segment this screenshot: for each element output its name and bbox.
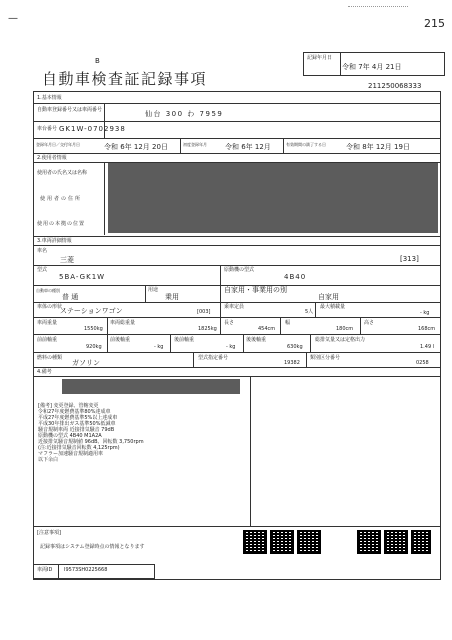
length-label: 長さ <box>224 320 235 326</box>
weight-value: 1550kg <box>84 326 103 332</box>
divider <box>306 352 307 367</box>
rear-axle-value: 630kg <box>287 344 303 350</box>
weight-label: 車両重量 <box>37 320 58 326</box>
body-value: ステーションワゴン <box>60 307 123 315</box>
notice-heading: [注意事項] <box>37 530 61 536</box>
first-year-label: 初度登録年月 <box>183 142 207 147</box>
record-date-label: 記録年月日 <box>307 55 333 61</box>
qr-code-1 <box>243 530 267 554</box>
base-location-label: 使用の本拠の位置 <box>37 221 86 227</box>
handwritten-mark: — <box>8 13 18 24</box>
max-load-label: 最大積載量 <box>320 304 346 310</box>
qr-code-6 <box>411 530 431 554</box>
category-label: 類別区分番号 <box>310 355 341 361</box>
note-2: 令和27年度燃費基準80%達成車 <box>38 409 111 415</box>
qr-code-4 <box>357 530 381 554</box>
chassis-value: GK1W-0702938 <box>59 125 126 133</box>
rear-front-axle-label: 後前軸重 <box>174 337 195 343</box>
owner-address-label: 使用者の住所 <box>40 196 83 202</box>
doc-number: 211250068333 <box>368 82 422 90</box>
reg-value: 仙台 300 わ 7959 <box>145 110 224 118</box>
maker-value: 三菱 <box>60 256 74 264</box>
rule <box>33 334 440 335</box>
gross-label: 車両総重量 <box>110 320 136 326</box>
rule <box>33 302 440 303</box>
divider <box>58 564 59 578</box>
rule <box>33 317 440 318</box>
front-axle-label: 前前軸重 <box>37 337 58 343</box>
rear-axle-label: 後後軸重 <box>246 337 267 343</box>
divider <box>220 302 221 317</box>
divider <box>220 265 221 285</box>
divider <box>220 317 221 334</box>
capacity-value: 5人 <box>305 309 314 315</box>
first-reg-value: 令和 6年 12月 20日 <box>104 143 168 151</box>
divider <box>104 162 105 235</box>
height-label: 高さ <box>364 320 375 326</box>
capacity-label: 乗車定員 <box>224 304 245 310</box>
divider <box>360 317 361 334</box>
model-label: 型式 <box>37 267 48 273</box>
engine-value: 4B40 <box>284 273 307 281</box>
divider <box>193 352 194 367</box>
width-label: 幅 <box>285 320 291 326</box>
rule <box>33 121 440 122</box>
fuel-value: ガソリン <box>72 359 100 367</box>
section4-heading: 4.備考 <box>37 369 52 375</box>
use-label: 用途 <box>148 287 159 293</box>
expiry-value: 令和 8年 12月 19日 <box>346 143 410 151</box>
body-code: [003] <box>197 309 211 315</box>
document-title: 自動車検査証記録事項 <box>42 70 208 88</box>
qr-code-5 <box>384 530 408 554</box>
note-6: 原動機の型式 4B40 M1A2A <box>38 433 102 439</box>
reg-label: 自動車登録番号又は車両番号 <box>37 107 103 113</box>
section2-heading: 2.使用者情報 <box>37 155 67 161</box>
body-label: 車体の形状 <box>37 304 63 310</box>
width-value: 180cm <box>336 326 354 332</box>
divider <box>280 317 281 334</box>
rule <box>33 153 440 154</box>
displacement-value: 1.49 l <box>420 344 435 350</box>
model-value: 5BA-GK1W <box>59 273 106 281</box>
length-value: 454cm <box>258 326 276 332</box>
rule <box>33 526 440 527</box>
maker-code: [313] <box>400 255 419 263</box>
divider <box>145 285 146 302</box>
rule <box>33 245 440 246</box>
section3-heading: 3.車両詳細情報 <box>37 238 72 244</box>
expiry-label: 有効期間の満了する日 <box>286 142 326 147</box>
divider <box>107 317 108 334</box>
gross-value: 1825kg <box>198 326 217 332</box>
note-5: 騒音規制車両 近接排気騒音 79dB <box>38 427 115 433</box>
divider <box>315 302 316 317</box>
note-10: 以下余白 <box>38 457 59 463</box>
section1-heading: 1.基本情報 <box>37 95 62 101</box>
category-value: 0258 <box>416 360 429 366</box>
note-9: マフラー加速騒音規制適用車 <box>38 451 104 457</box>
divider <box>310 334 311 352</box>
vehicle-id-label: 車両ID <box>37 567 53 573</box>
divider <box>340 52 341 75</box>
owner-name-label: 使用者の氏名又は名称 <box>37 170 88 176</box>
first-year-value: 令和 6年 12月 <box>225 143 271 151</box>
form-letter: B <box>95 57 100 65</box>
redaction-owner <box>108 163 438 233</box>
divider <box>180 138 181 153</box>
private-label: 自家用・事業用の別 <box>224 286 287 294</box>
divider <box>170 334 171 352</box>
vehicle-id-value: I9573SH0225668 <box>64 567 108 573</box>
height-value: 168cm <box>418 326 436 332</box>
note-1: [備考] 変更登録、管轄変更 <box>38 403 99 409</box>
front-rear-axle-label: 前後軸重 <box>110 337 131 343</box>
divider <box>107 334 108 352</box>
note-7: 近接排気騒音規制値 96dB、回転数 3,750rpm <box>38 439 144 445</box>
kind-value: 普 通 <box>62 293 79 301</box>
use-value: 乗用 <box>165 293 179 301</box>
first-reg-label: 登録年月日／交付年月日 <box>36 142 80 147</box>
engine-label: 原動機の型式 <box>224 267 255 273</box>
qr-code-2 <box>270 530 294 554</box>
max-load-value: - kg <box>420 310 430 316</box>
note-8: (注:近接排気騒音回転数 4,125rpm) <box>38 445 120 451</box>
front-rear-axle-value: - kg <box>154 344 164 350</box>
rule <box>33 352 440 353</box>
qr-code-3 <box>297 530 321 554</box>
rule <box>33 236 440 237</box>
rule <box>33 367 440 368</box>
divider <box>250 376 251 526</box>
divider <box>220 285 221 302</box>
maker-label: 車名 <box>37 248 48 254</box>
designation-value: 19382 <box>284 360 300 366</box>
rule <box>33 103 440 104</box>
front-axle-value: 920kg <box>86 344 102 350</box>
page-number: 215 <box>424 17 445 30</box>
private-value: 自家用 <box>318 293 339 301</box>
record-date: 令和 7年 4月 21日 <box>342 63 402 71</box>
scan-artifact <box>348 6 408 13</box>
redaction-notes <box>62 379 240 394</box>
rule <box>33 265 440 266</box>
kind-label: 自動車の種別 <box>36 288 60 293</box>
note-3: 平成27年度燃費基準5%以上達成車 <box>38 415 118 421</box>
divider <box>243 334 244 352</box>
fuel-label: 燃料の種類 <box>37 355 63 361</box>
rule <box>33 376 440 377</box>
rule <box>33 138 440 139</box>
displacement-label: 総排気量又は定格出力 <box>315 337 366 343</box>
rear-front-axle-value: - kg <box>226 344 236 350</box>
notice-text: 記録事項はシステム登録時点の情報となります <box>40 544 145 550</box>
chassis-label: 車台番号 <box>37 126 58 132</box>
divider <box>283 138 284 153</box>
designation-label: 型式指定番号 <box>198 355 229 361</box>
note-4: 平成30年排出ガス基準50%低減車 <box>38 421 116 427</box>
